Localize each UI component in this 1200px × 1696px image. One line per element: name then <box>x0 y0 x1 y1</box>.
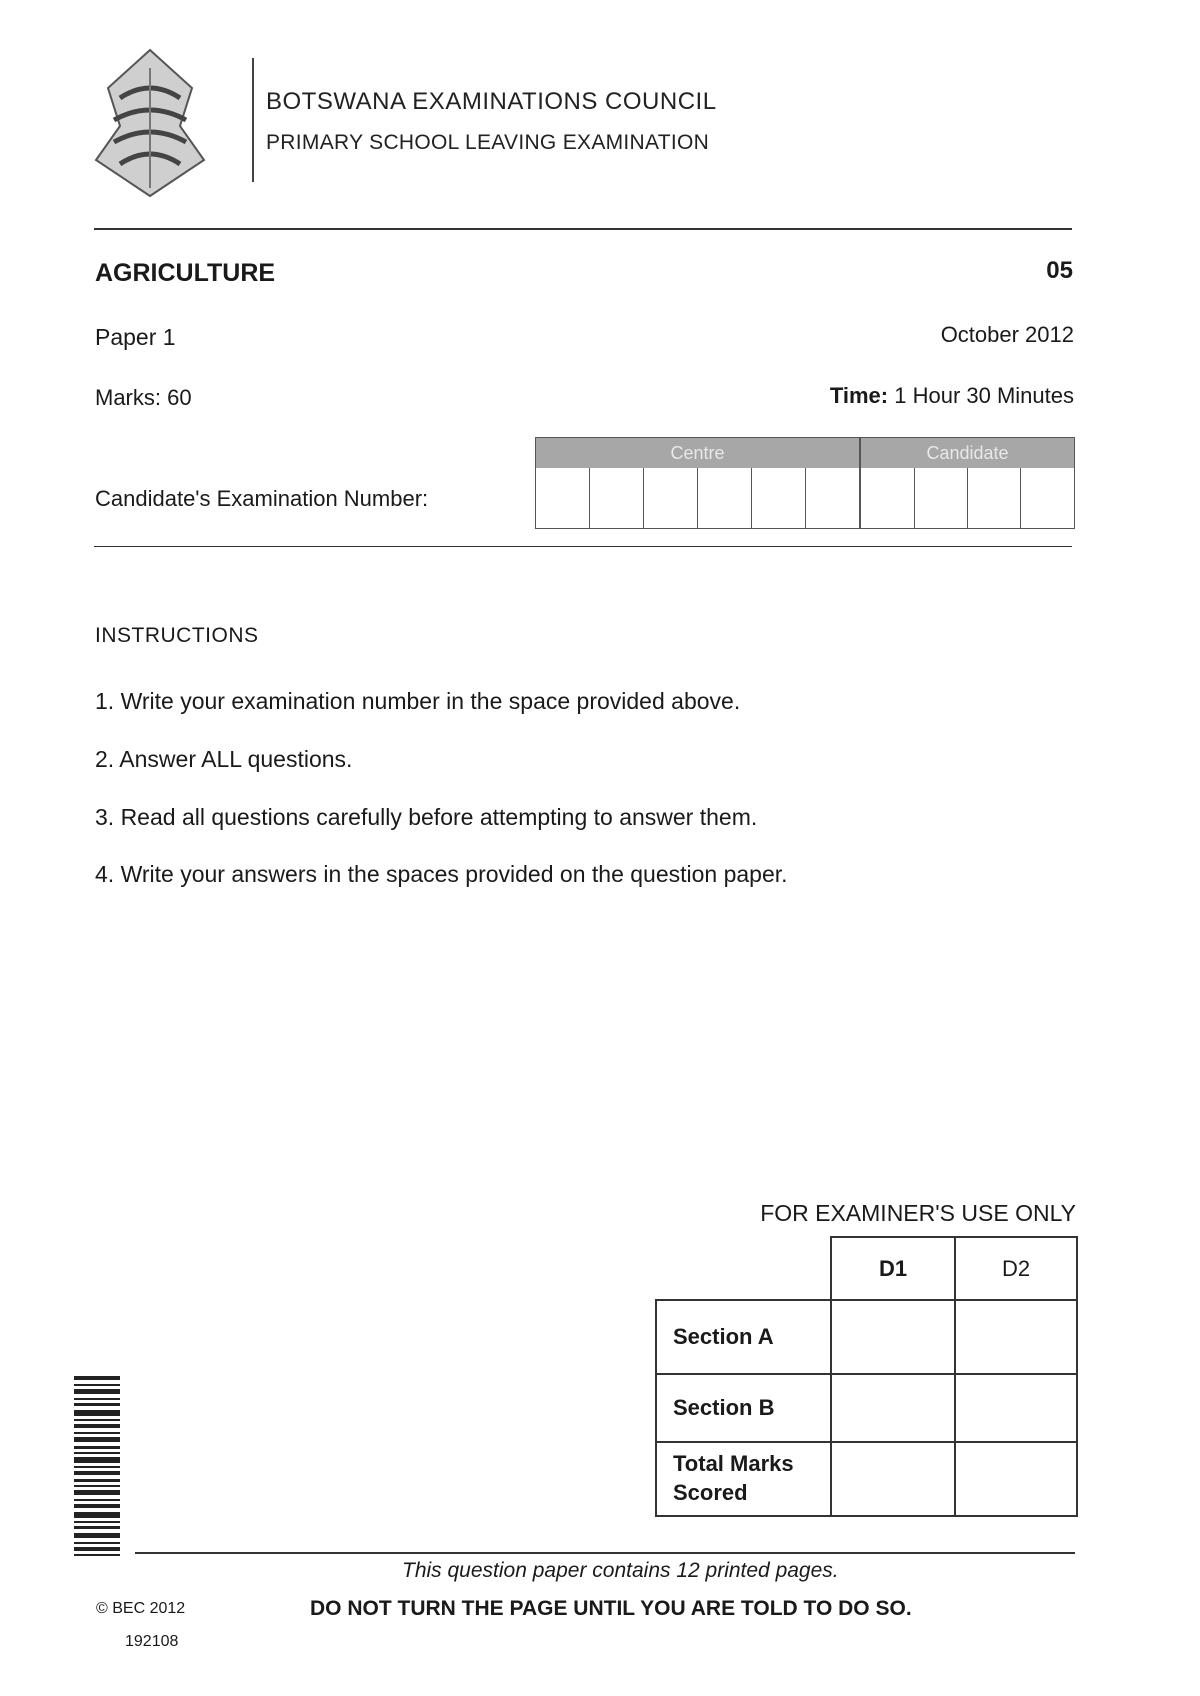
organisation-name: BOTSWANA EXAMINATIONS COUNCIL <box>266 88 717 115</box>
candidate-heading: Candidate <box>861 438 1074 468</box>
centre-heading: Centre <box>536 438 861 468</box>
candidate-digit-box[interactable] <box>1021 468 1072 528</box>
page-count-note: This question paper contains 12 printed pages. <box>402 1559 839 1582</box>
centre-digit-box[interactable] <box>590 468 644 528</box>
centre-digit-box[interactable] <box>752 468 806 528</box>
examination-name: PRIMARY SCHOOL LEAVING EXAMINATION <box>266 131 710 154</box>
time-label: Time: <box>829 383 889 408</box>
candidate-number-label: Candidate's Examination Number: <box>95 486 429 511</box>
mark-cell[interactable] <box>831 1442 955 1516</box>
header-rule <box>94 228 1072 230</box>
instructions-title: INSTRUCTIONS <box>95 624 259 647</box>
centre-digit-box[interactable] <box>698 468 752 528</box>
exam-date: October 2012 <box>940 322 1074 347</box>
examiner-use-title: FOR EXAMINER'S USE ONLY <box>760 1200 1076 1226</box>
centre-digit-box[interactable] <box>536 468 590 528</box>
column-header-d1: D1 <box>831 1237 955 1300</box>
candidate-digit-box[interactable] <box>861 468 915 528</box>
table-corner-cell <box>656 1237 831 1300</box>
do-not-turn-warning: DO NOT TURN THE PAGE UNTIL YOU ARE TOLD TO DO SO. <box>310 1597 912 1620</box>
mark-cell[interactable] <box>831 1374 955 1442</box>
paper-number: Paper 1 <box>95 324 176 350</box>
row-label-section-b: Section B <box>656 1374 831 1442</box>
candidate-digit-box[interactable] <box>968 468 1021 528</box>
row-label-total: Total Marks Scored <box>656 1442 831 1516</box>
footer-rule <box>135 1552 1075 1554</box>
instruction-item: 1. Write your examination number in the space provided above. <box>95 688 741 714</box>
candidate-digit-box[interactable] <box>915 468 968 528</box>
candidate-rule <box>94 546 1072 547</box>
mark-cell[interactable] <box>955 1374 1077 1442</box>
examination-number-grid <box>535 437 1075 529</box>
examiner-marks-table <box>655 1236 1078 1517</box>
mark-cell[interactable] <box>955 1442 1077 1516</box>
copyright: © BEC 2012 <box>96 1600 186 1617</box>
botswana-examinations-council-logo <box>80 48 220 198</box>
barcode <box>74 1376 120 1556</box>
mark-cell[interactable] <box>955 1300 1077 1374</box>
subject-title: AGRICULTURE <box>95 259 276 287</box>
time-value: 1 Hour 30 Minutes <box>894 383 1074 408</box>
instruction-item: 4. Write your answers in the spaces provided on the question paper. <box>95 861 788 887</box>
centre-digit-box[interactable] <box>644 468 698 528</box>
serial-number: 192108 <box>125 1633 179 1650</box>
centre-digit-boxes <box>536 468 1072 528</box>
instruction-item: 3. Read all questions carefully before attempting to answer them. <box>95 804 758 830</box>
total-marks: Marks: 60 <box>95 385 192 410</box>
column-header-d2: D2 <box>955 1237 1077 1300</box>
row-label-section-a: Section A <box>656 1300 831 1374</box>
centre-digit-box[interactable] <box>806 468 861 528</box>
instruction-item: 2. Answer ALL questions. <box>95 746 353 772</box>
exam-duration <box>830 383 1074 409</box>
mark-cell[interactable] <box>831 1300 955 1374</box>
logo-divider <box>252 58 254 182</box>
paper-code: 05 <box>1046 257 1073 284</box>
